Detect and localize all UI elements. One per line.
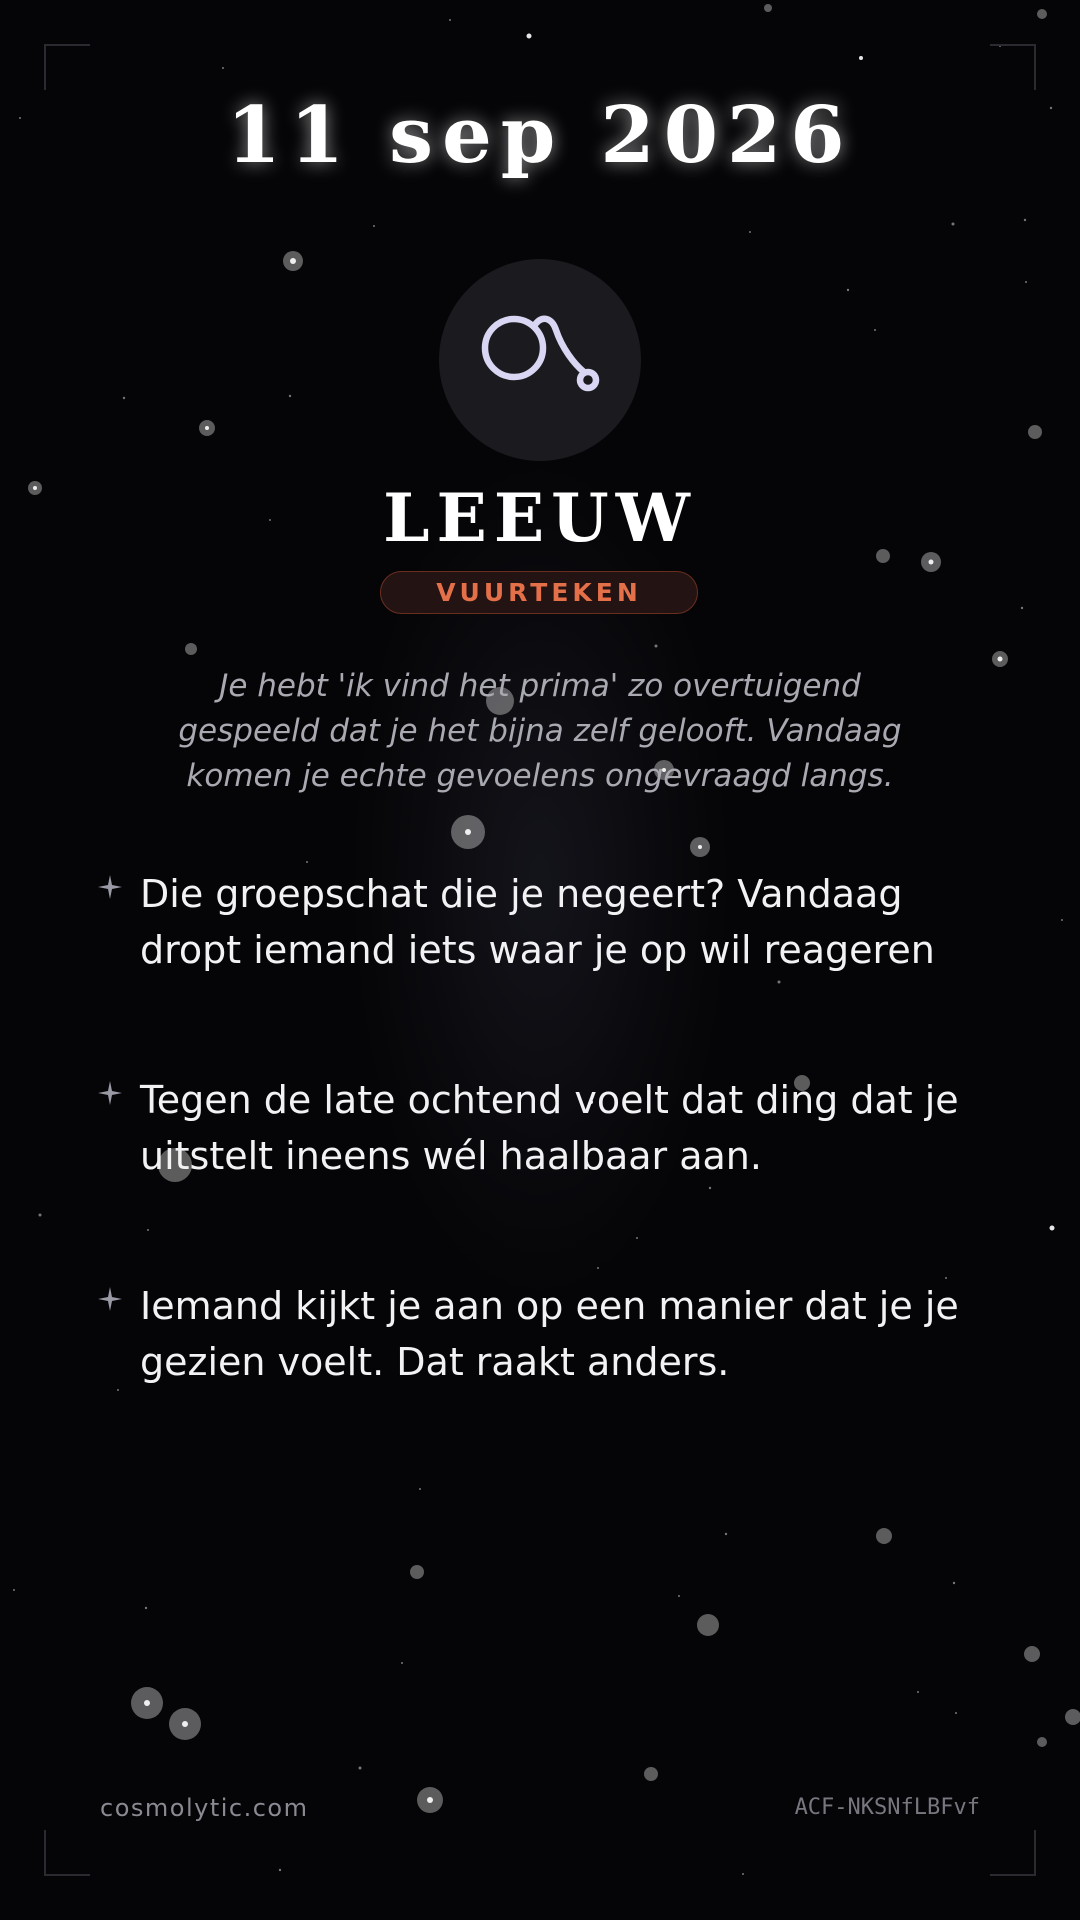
prediction-text: Iemand kijkt je aan op een manier dat je je gezien voelt. Dat raakt anders. xyxy=(140,1284,959,1384)
date-heading: 11 sep 2026 xyxy=(226,90,854,181)
zodiac-symbol-badge xyxy=(439,259,641,461)
intro-text: Je hebt 'ik vind het prima' zo overtuigend gespeeld dat je het bijna zelf gelooft. Vandaag komen je echte gevoelens ongevraagd langs. xyxy=(178,668,902,794)
sparkle-icon xyxy=(95,872,125,902)
leo-symbol-icon xyxy=(480,300,600,420)
sparkle-icon xyxy=(95,1078,125,1108)
footer-site-link[interactable]: cosmolytic.com xyxy=(100,1794,309,1822)
prediction-text: Die groepschat die je negeert? Vandaag dropt iemand iets waar je op wil reageren xyxy=(140,872,935,972)
corner-frame-bottom-left xyxy=(44,1830,90,1876)
corner-frame-top-left xyxy=(44,44,90,90)
corner-frame-top-right xyxy=(990,44,1036,90)
corner-frame-bottom-right xyxy=(990,1830,1036,1876)
sparkle-icon xyxy=(95,1284,125,1314)
sign-name: LEEUW xyxy=(383,479,697,557)
footer-reference-code: ACF-NKSNfLBFvf xyxy=(794,1795,980,1820)
prediction-text: Tegen de late ochtend voelt dat ding dat je uitstelt ineens wél haalbaar aan. xyxy=(140,1078,959,1178)
element-badge: VUURTEKEN xyxy=(380,571,698,614)
